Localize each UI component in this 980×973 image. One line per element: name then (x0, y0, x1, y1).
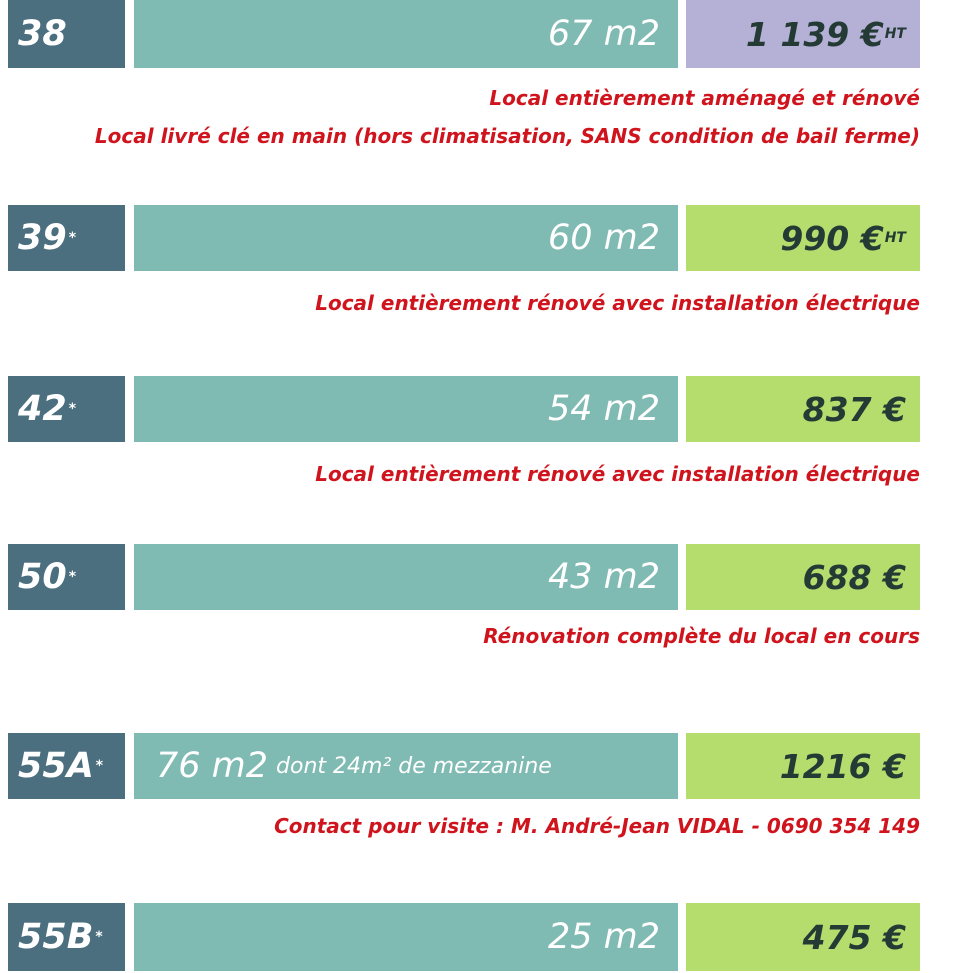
lot-price (686, 903, 920, 971)
lot-asterisk: * (68, 401, 77, 417)
lot-number (8, 205, 125, 271)
lot-price (686, 205, 920, 271)
lot-note: Local livré clé en main (hors climatisation, SANS condition de bail ferme) (94, 124, 920, 148)
lot-number (8, 0, 125, 68)
lot-price-text: 688 € (802, 557, 906, 597)
lot-number (8, 376, 125, 442)
lot-note: Local entièrement aménagé et rénové (489, 86, 920, 110)
lot-number-text: 39 (18, 218, 67, 258)
lot-price-suffix: HT (884, 230, 906, 246)
lot-number-text: 50 (18, 557, 67, 597)
lot-area-text: 60 m2 (547, 218, 660, 258)
lot-number (8, 544, 125, 610)
lot-asterisk: * (68, 230, 77, 246)
lot-note: Rénovation complète du local en cours (483, 624, 920, 648)
lot-asterisk: * (68, 569, 77, 585)
lot-price (686, 0, 920, 68)
lot-number-text: 55B (18, 917, 94, 957)
lot-note: Local entièrement rénové avec installation électrique (315, 462, 920, 486)
lot-price (686, 733, 920, 799)
lot-area-text: 76 m2 (156, 746, 269, 786)
lot-area-text: 54 m2 (547, 389, 660, 429)
lot-price-suffix: HT (884, 26, 906, 42)
lot-price (686, 376, 920, 442)
lot-price-text: 1216 € (779, 746, 906, 786)
lot-price (686, 544, 920, 610)
lot-area-text: 25 m2 (547, 917, 660, 957)
lot-area (134, 544, 678, 610)
lot-asterisk: * (95, 929, 103, 945)
lot-number-text: 42 (18, 389, 67, 429)
lot-area (134, 376, 678, 442)
lot-note: Local entièrement rénové avec installation électrique (315, 291, 920, 315)
lot-area-suffix: dont 24m² de mezzanine (276, 753, 552, 779)
lot-note: Contact pour visite : M. André-Jean VIDAL - 0690 354 149 (274, 814, 920, 838)
lot-number-text: 38 (18, 14, 67, 54)
lot-number (8, 903, 125, 971)
lot-number (8, 733, 125, 799)
lot-price-text: 1 139 € (745, 14, 884, 54)
lot-price-text: 990 € (780, 218, 884, 258)
lot-asterisk: * (95, 758, 104, 774)
lot-area (134, 205, 678, 271)
lot-area (134, 733, 678, 799)
lot-price-text: 837 € (802, 389, 906, 429)
lot-number-text: 55A (18, 746, 94, 786)
lot-area (134, 903, 678, 971)
lot-price-text: 475 € (802, 917, 906, 957)
lot-area-text: 43 m2 (547, 557, 660, 597)
lot-area (134, 0, 678, 68)
lot-area-text: 67 m2 (547, 14, 660, 54)
